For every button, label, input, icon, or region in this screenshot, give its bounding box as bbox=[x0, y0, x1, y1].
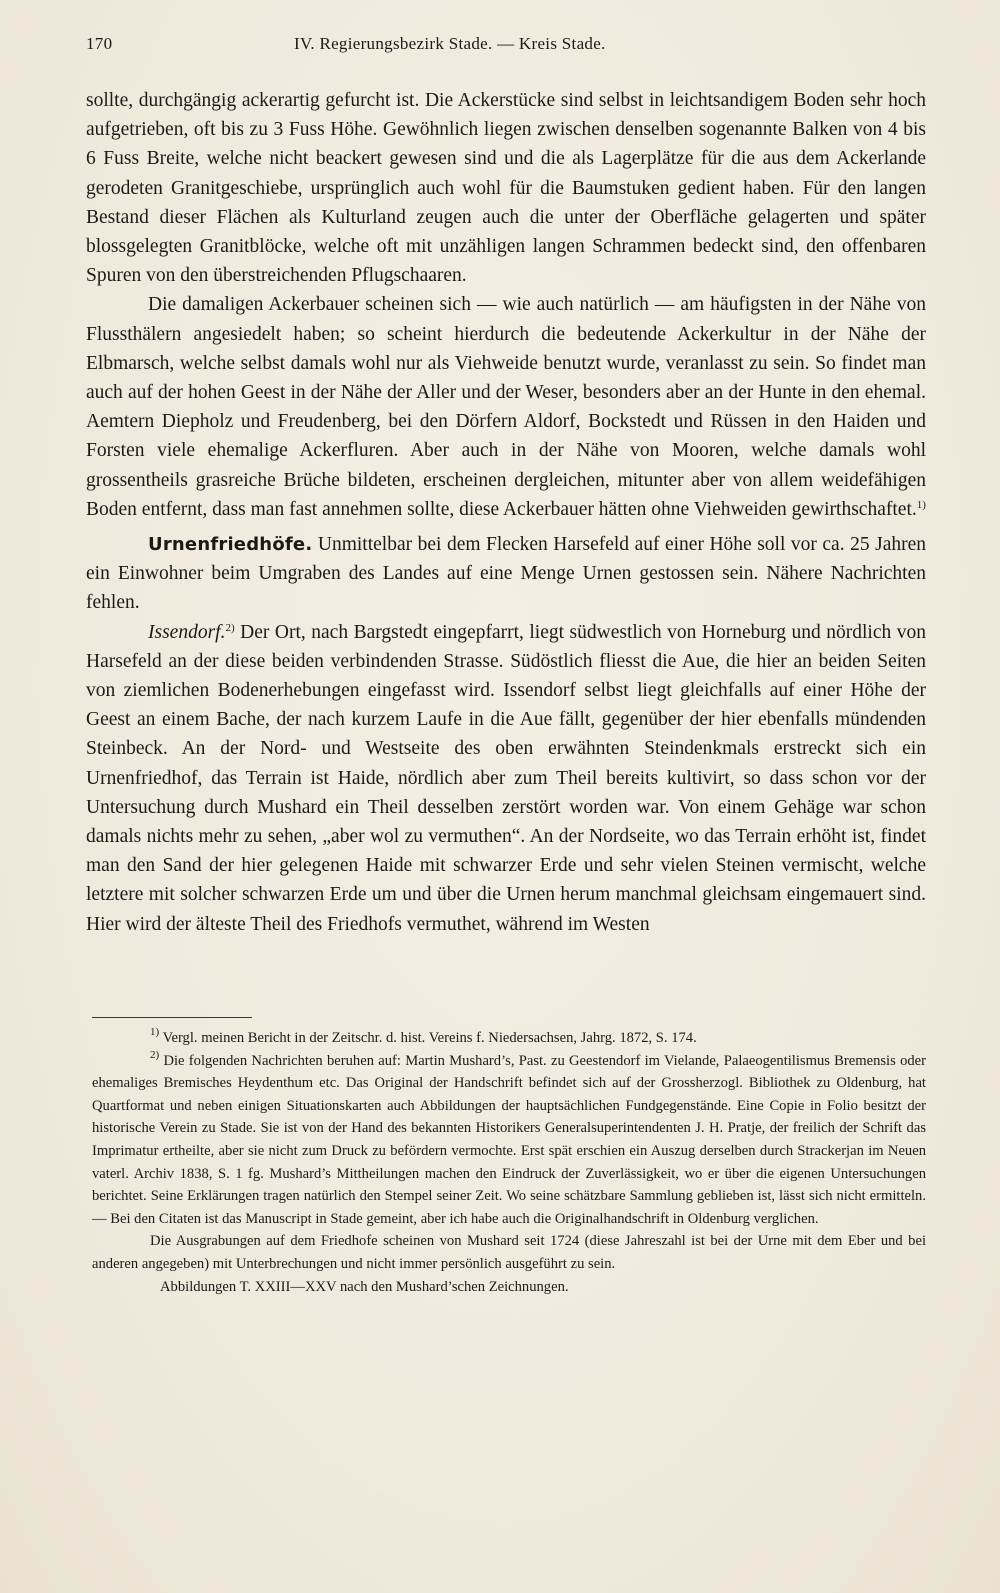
place-name: Issendorf. bbox=[148, 621, 226, 643]
footnotes bbox=[92, 1027, 926, 1298]
paragraph-urnenfriedhoefe bbox=[86, 530, 926, 618]
footnote-mark: 2) bbox=[150, 1048, 160, 1061]
footnote-text: Abbildungen T. XXIII—XXV nach den Mushard’schen Zeichnungen. bbox=[160, 1278, 569, 1295]
footnote-2 bbox=[92, 1050, 926, 1231]
paragraph-text: Der Ort, nach Bargstedt eingepfarrt, liegt südwestlich von Horneburg und nördlich von Harsefeld an der diese beiden verbindenden Strasse. Südöstlich fliesst die Aue, die hier an beiden Seiten von ziemlichen Bodenerhebungen eingefasst wird. Issendorf selbst liegt gleichfalls auf einer Höhe der Geest an einem Bache, der nach kurzem Laufe in die Aue fällt, gegenüber der hier ebenfalls mündenden Steinbeck. An der Nord- und Westseite des oben erwähnten Steindenkmals erstreckt sich ein Urnenfriedhof, das Terrain ist Haide, nördlich aber zum Theil bereits kultivirt, so dass schon vor der Untersuchung durch Mushard ein Theil desselben zerstört worden war. Von einem Gehäge war schon damals nichts mehr zu sehen, „aber wol zu vermuthen“. An der Nordseite, wo das Terrain erhöht ist, findet man den Sand der hier gelegenen Haide mit schwarzer Erde und sehr vielen Steinen vermischt, welche letztere mit solcher schwarzen Erde um und über die Urnen herum manchmal gleichsam eingemauert sind. Hier wird der älteste Theil des Friedhofs vermuthet, während im Westen bbox=[86, 621, 926, 935]
footnote-text: Die Ausgrabungen auf dem Friedhofe scheinen von Mushard seit 1724 (diese Jahreszahl ist bei der Urne mit dem Eber und bei anderen angegeben) mit Unterbrechungen und nicht immer persönlich ausgeführt zu sein. bbox=[92, 1233, 926, 1272]
page-number: 170 bbox=[86, 34, 113, 53]
footnote-mark: 1) bbox=[150, 1026, 160, 1038]
paragraph-ackerbauer bbox=[86, 290, 926, 524]
paragraph-issendorf bbox=[86, 618, 926, 939]
section-heading: Urnenfriedhöfe. bbox=[148, 534, 313, 556]
running-head: IV. Regierungsbezirk Stade. — Kreis Stade. bbox=[294, 34, 606, 53]
footnote-divider bbox=[92, 1017, 252, 1018]
footnote-2-continued bbox=[92, 1230, 926, 1275]
footnote-ref-1: 1) bbox=[916, 498, 926, 511]
main-text bbox=[86, 86, 926, 939]
footnote-2-illustrations bbox=[92, 1276, 926, 1299]
footnote-text: Die folgenden Nachrichten beruhen auf: Martin Mushard’s, Past. zu Geestendorf im Vielande, Palaeogentilismus Bremensis oder ehemaliges Bremisches Heydenthum etc. Das Original der Handschrift befindet sich auf der Grossherzogl. Bibliothek zu Oldenburg, hat Quartformat und neben einigen Situationskarten auch Abbildungen der hauptsächlichen Fundgegenstände. Eine Copie in Folio besitzt der historische Verein zu Stade. Sie ist von der Hand des bekannten Historikers Generalsuperintendenten J. H. Pratje, der freilich der Schrift das Imprimatur ertheilte, aber sie nicht zum Druck zu befördern vermochte. Erst spät erschien ein Auszug derselben durch Strackerjan im Neuen vaterl. Archiv 1838, S. 1 fg. Mushard’s Mittheilungen machen den Eindruck der Zuverlässigkeit, wo er über die eigenen Untersuchungen berichtet. Seine Erklärungen tragen natürlich den Stempel seiner Zeit. Wo seine schätzbare Sammlung geblieben ist, lässt sich nicht ermitteln. — Bei den Citaten ist das Manuscript in Stade gemeint, aber ich habe auch die Originalhandschrift in Oldenburg verglichen. bbox=[92, 1052, 926, 1227]
footnote-text: Vergl. meinen Bericht in der Zeitschr. d. hist. Vereins f. Niedersachsen, Jahrg. 1872, S. 174. bbox=[162, 1030, 697, 1046]
paragraph-continued bbox=[86, 86, 926, 290]
paragraph-text: sollte, durchgängig ackerartig gefurcht ist. Die Ackerstücke sind selbst in leichtsandigem Boden sehr hoch aufgetrieben, oft bis zu 3 Fuss Höhe. Gewöhnlich liegen zwischen denselben sogenannte Balken von 4 bis 6 Fuss Breite, welche nicht beackert gewesen sind und die als Lagerplätze für die aus dem Ackerlande gerodeten Granitgeschiebe, ursprünglich auch wohl für die Baumstuken gedient haben. Für den langen Bestand dieser Flächen als Kulturland zeugen auch die unter der Oberfläche gelagerten und später blossgelegten Granitblöcke, welche oft mit unzähligen langen Schrammen bedeckt sind, den offenbaren Spuren von den überstreichenden Pflugschaaren. bbox=[86, 90, 926, 287]
paragraph-text: Unmittelbar bei dem Flecken Harsefeld auf einer Höhe soll vor ca. 25 Jahren ein Einwohner beim Umgraben des Landes auf eine Menge Urnen gestossen sein. Nähere Nachrichten fehlen. bbox=[86, 534, 926, 614]
paragraph-text: Die damaligen Ackerbauer scheinen sich — wie auch natürlich — am häufigsten in der Nähe von Flussthälern angesiedelt haben; so scheint hierdurch die bedeutende Ackerkultur in der Nähe der Elbmarsch, welche selbst damals wohl nur als Viehweide benutzt wurde, veranlasst zu sein. So findet man auch auf der hohen Geest in der Nähe der Aller und der Weser, besonders aber an der Hunte in den ehemal. Aemtern Diepholz und Freudenberg, bei den Dörfern Aldorf, Bockstedt und Rüssen in den Haiden und Forsten viele ehemalige Ackerfluren. Aber auch in der Nähe von Mooren, welche damals wohl grossentheils grasreiche Brüche bildeten, erscheinen dergleichen, mitunter aber von allem weidefähigen Boden entfernt, dass man fast annehmen sollte, diese Ackerbauer hätten ohne Viehweiden gewirthschaftet. bbox=[86, 294, 926, 520]
page-header bbox=[86, 34, 926, 62]
footnote-ref-2: 2) bbox=[225, 621, 235, 634]
footnote-1 bbox=[92, 1027, 926, 1050]
